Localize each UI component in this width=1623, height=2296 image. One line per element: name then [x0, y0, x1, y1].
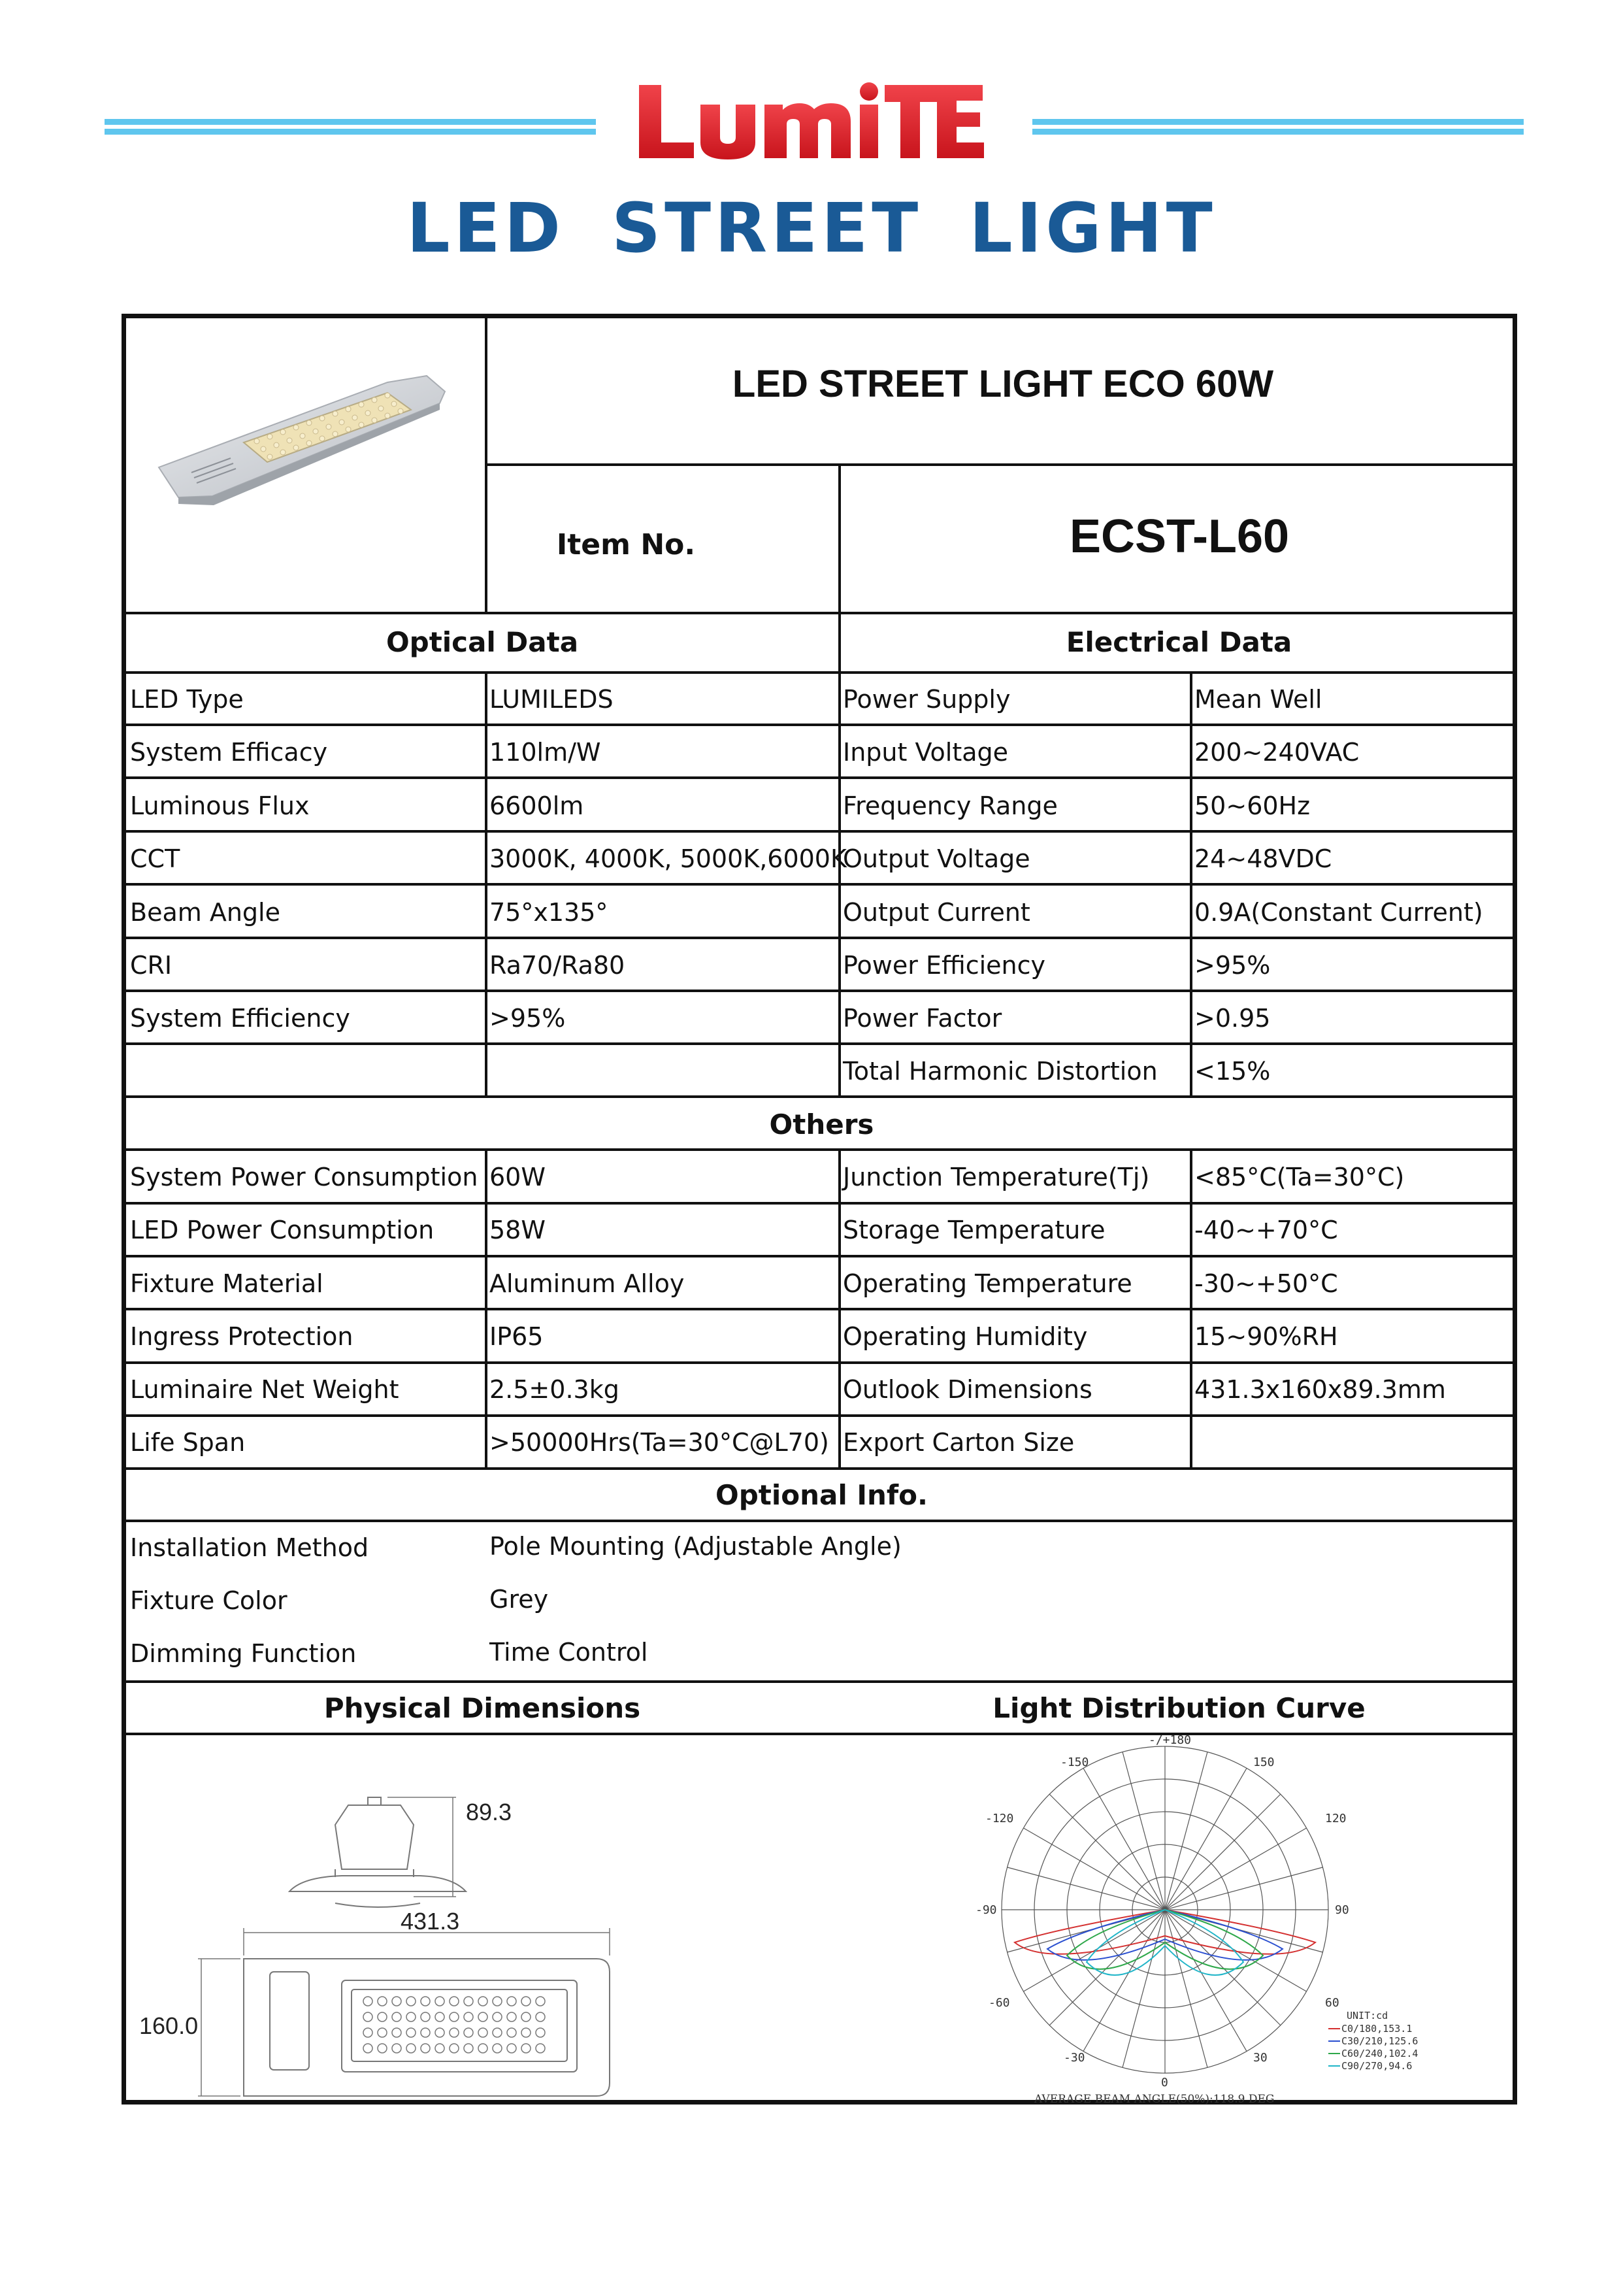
header-rule-left — [105, 119, 596, 136]
angle-label: -150 — [1060, 1755, 1089, 1769]
electrical-value: 0.9A(Constant Current) — [1194, 898, 1483, 927]
optical-data-header: Optical Data — [385, 626, 579, 658]
others-label: Fixture Material — [130, 1269, 323, 1298]
electrical-label: Output Current — [843, 898, 1030, 927]
angle-label: -60 — [989, 1996, 1010, 2010]
others-value: 15~90%RH — [1194, 1322, 1338, 1351]
physical-dimensions-header: Physical Dimensions — [323, 1692, 641, 1724]
optical-label: Luminous Flux — [130, 791, 310, 820]
electrical-value: >0.95 — [1194, 1004, 1271, 1033]
others-label: Luminaire Net Weight — [130, 1375, 399, 1404]
optional-label: Fixture Color — [130, 1586, 287, 1615]
others-value: IP65 — [489, 1322, 544, 1351]
electrical-value: >95% — [1194, 951, 1271, 980]
others-label: Storage Temperature — [843, 1216, 1106, 1244]
others-label: Junction Temperature(Tj) — [843, 1163, 1150, 1191]
others-header: Others — [769, 1108, 874, 1140]
electrical-label: Output Voltage — [843, 844, 1030, 873]
optical-value: LUMILEDS — [489, 685, 614, 714]
optical-label: Beam Angle — [130, 898, 280, 927]
others-value: >50000Hrs(Ta=30°C@L70) — [489, 1428, 829, 1457]
electrical-label: Total Harmonic Distortion — [843, 1057, 1158, 1086]
optical-label: CCT — [130, 844, 180, 873]
electrical-value: Mean Well — [1194, 685, 1322, 714]
optional-value: Grey — [489, 1585, 549, 1614]
optional-label: Dimming Function — [130, 1639, 357, 1668]
electrical-label: Power Efficiency — [843, 951, 1046, 980]
electrical-value: 50~60Hz — [1194, 791, 1311, 820]
electrical-label: Input Voltage — [843, 738, 1009, 767]
angle-label: 30 — [1253, 2051, 1268, 2065]
optional-value: Time Control — [489, 1638, 648, 1667]
others-label: System Power Consumption — [130, 1163, 478, 1191]
product-photo — [152, 358, 466, 527]
electrical-label: Power Factor — [843, 1004, 1002, 1033]
others-label: Operating Temperature — [843, 1269, 1132, 1298]
lumitex-logo — [627, 71, 1006, 175]
legend-entry: C30/210,125.6 — [1341, 2035, 1418, 2047]
optional-value: Pole Mounting (Adjustable Angle) — [489, 1532, 902, 1561]
angle-label: 60 — [1325, 1996, 1339, 2010]
angle-label: 120 — [1325, 1812, 1347, 1825]
electrical-value: <15% — [1194, 1057, 1271, 1086]
others-label: Outlook Dimensions — [843, 1375, 1092, 1404]
others-value: Aluminum Alloy — [489, 1269, 685, 1298]
legend-entry: C90/270,94.6 — [1341, 2060, 1413, 2072]
item-no-value: ECST-L60 — [1069, 510, 1290, 563]
optical-value: 6600lm — [489, 791, 584, 820]
others-label: Export Carton Size — [843, 1428, 1075, 1457]
others-value: 58W — [489, 1216, 546, 1244]
electrical-label: Power Supply — [843, 685, 1011, 714]
angle-label: -30 — [1064, 2051, 1085, 2065]
others-label: Operating Humidity — [843, 1322, 1088, 1351]
beam-angle-footer: AVERAGE BEAM ANGLE(50%):118.9 DEG — [1034, 2093, 1275, 2106]
optical-value: 110lm/W — [489, 738, 601, 767]
others-value: -30~+50°C — [1194, 1269, 1338, 1298]
optical-value: 75°x135° — [489, 898, 608, 927]
angle-label: 0 — [1161, 2076, 1168, 2089]
angle-label: -90 — [975, 1903, 997, 1917]
electrical-value: 200~240VAC — [1194, 738, 1360, 767]
light-distribution-header: Light Distribution Curve — [992, 1692, 1366, 1724]
others-label: Life Span — [130, 1428, 246, 1457]
angle-label: 150 — [1253, 1755, 1275, 1769]
optical-label: System Efficiency — [130, 1004, 350, 1033]
width-dimension: 160.0 — [139, 2012, 199, 2039]
others-value: -40~+70°C — [1194, 1216, 1338, 1244]
electrical-data-header: Electrical Data — [1066, 626, 1292, 658]
optical-value: Ra70/Ra80 — [489, 951, 625, 980]
optical-label: LED Type — [130, 685, 244, 714]
spec-sheet — [122, 314, 1517, 2105]
others-label: Ingress Protection — [130, 1322, 353, 1351]
item-no-label: Item No. — [556, 528, 696, 561]
optical-label: System Efficacy — [130, 738, 328, 767]
electrical-label: Frequency Range — [843, 791, 1058, 820]
unit-label: UNIT:cd — [1347, 2010, 1388, 2021]
header-rule-right — [1032, 119, 1524, 136]
legend-entry: C0/180,153.1 — [1341, 2023, 1413, 2035]
others-value: 60W — [489, 1163, 546, 1191]
electrical-value: 24~48VDC — [1194, 844, 1332, 873]
dimension-drawing — [139, 1740, 819, 2096]
height-dimension: 89.3 — [466, 1799, 512, 1825]
optical-label: CRI — [130, 951, 172, 980]
optical-value: 3000K, 4000K, 5000K,6000K — [489, 844, 847, 873]
others-value: 431.3x160x89.3mm — [1194, 1375, 1446, 1404]
product-name: LED STREET LIGHT ECO 60W — [732, 363, 1274, 405]
others-value: <85°C(Ta=30°C) — [1194, 1163, 1405, 1191]
others-value: 2.5±0.3kg — [489, 1375, 619, 1404]
legend-entry: C60/240,102.4 — [1341, 2048, 1418, 2059]
angle-label: -/+180 — [1149, 1733, 1192, 1747]
others-label: LED Power Consumption — [130, 1216, 434, 1244]
angle-label: -120 — [985, 1812, 1014, 1825]
length-dimension: 431.3 — [401, 1908, 460, 1935]
optional-label: Installation Method — [130, 1533, 369, 1562]
angle-label: 90 — [1335, 1903, 1349, 1917]
optical-value: >95% — [489, 1004, 566, 1033]
polar-curve-chart — [949, 1733, 1459, 2106]
optional-info-header: Optional Info. — [715, 1479, 928, 1511]
document-title: LED STREET LIGHT — [406, 188, 1217, 268]
